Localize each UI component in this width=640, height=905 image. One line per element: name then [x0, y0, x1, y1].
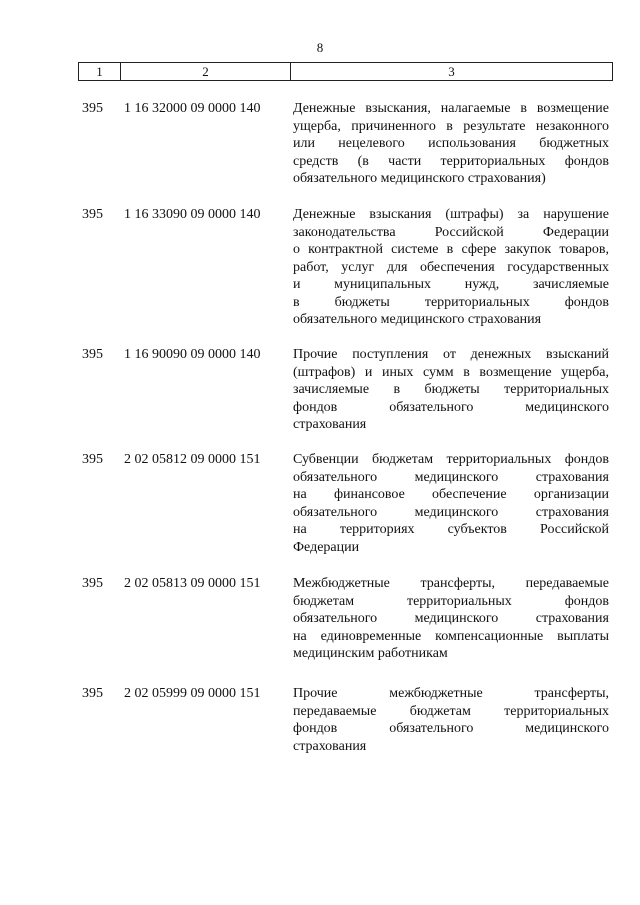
description-line: страхования: [293, 417, 367, 432]
description-line: законодательства Российской Федерации: [293, 224, 609, 240]
description-line: Субвенции бюджетам территориальных фондов: [293, 452, 609, 467]
description-line: о контрактной системе в сфере закупок товаров,: [293, 242, 609, 257]
description-line: обязательного медицинского страхования: [293, 611, 609, 626]
description-line: Денежные взыскания (штрафы) за нарушение: [293, 207, 609, 222]
budget-classification-code: 2 02 05813 09 0000 151: [124, 576, 261, 591]
description-line: фондов обязательного медицинского: [293, 399, 609, 415]
column-header-row: [79, 63, 613, 81]
description-line: обязательного медицинского страхования: [293, 504, 609, 520]
description-line: и муниципальных нужд, зачисляемые: [293, 277, 609, 292]
description-line: Межбюджетные трансферты, передаваемые: [293, 576, 609, 591]
description-line: обязательного медицинского страхования: [293, 469, 609, 485]
admin-code: 395: [82, 347, 103, 362]
description-line: передаваемые бюджетам территориальных: [293, 703, 609, 719]
description-line: Прочие поступления от денежных взысканий: [293, 347, 609, 362]
description-line: Федерации: [293, 539, 360, 555]
admin-code: 395: [82, 101, 103, 116]
description-line: на единовременные компенсационные выплаты: [293, 628, 609, 644]
column-header-1: 1: [79, 63, 121, 81]
description-line: или нецелевого использования бюджетных: [293, 136, 609, 151]
admin-code: 395: [82, 207, 103, 222]
description-line: фондов обязательного медицинского: [293, 721, 609, 736]
column-header-table: [78, 62, 613, 81]
budget-classification-code: 1 16 32000 09 0000 140: [124, 101, 261, 116]
page-number: 8: [316, 40, 324, 55]
description-line: работ, услуг для обеспечения государственных: [293, 259, 609, 275]
description-line: обязательного медицинского страхования): [293, 171, 546, 186]
income-description: [293, 685, 609, 755]
income-description: [293, 100, 609, 188]
budget-classification-code: 1 16 33090 09 0000 140: [124, 207, 261, 222]
income-description: [293, 206, 609, 329]
income-description: [293, 346, 609, 434]
column-header-3: 3: [291, 63, 613, 81]
description-line: на территориях субъектов Российской: [293, 522, 609, 537]
income-description: [293, 575, 609, 663]
income-description: [293, 451, 609, 556]
budget-classification-code: 2 02 05812 09 0000 151: [124, 452, 261, 467]
column-header-2: 2: [121, 63, 291, 81]
description-line: ущерба, причиненного в результате незаконного: [293, 118, 609, 134]
description-line: обязательного медицинского страхования: [293, 312, 542, 327]
admin-code: 395: [82, 576, 103, 591]
budget-classification-code: 1 16 90090 09 0000 140: [124, 347, 261, 362]
description-line: (штрафов) и иных сумм в возмещение ущерба,: [293, 364, 609, 380]
description-line: Прочие межбюджетные трансферты,: [293, 686, 609, 701]
admin-code: 395: [82, 452, 103, 467]
admin-code: 395: [82, 686, 103, 701]
description-line: медицинским работникам: [293, 646, 448, 661]
description-line: страхования: [293, 738, 367, 754]
description-line: на финансовое обеспечение организации: [293, 487, 609, 502]
budget-classification-code: 2 02 05999 09 0000 151: [124, 686, 261, 701]
description-line: бюджетам территориальных фондов: [293, 593, 609, 609]
description-line: средств (в части территориальных фондов: [293, 153, 609, 169]
description-line: зачисляемые в бюджеты территориальных: [293, 382, 609, 397]
description-line: в бюджеты территориальных фондов: [293, 294, 609, 310]
description-line: Денежные взыскания, налагаемые в возмещение: [293, 101, 609, 116]
